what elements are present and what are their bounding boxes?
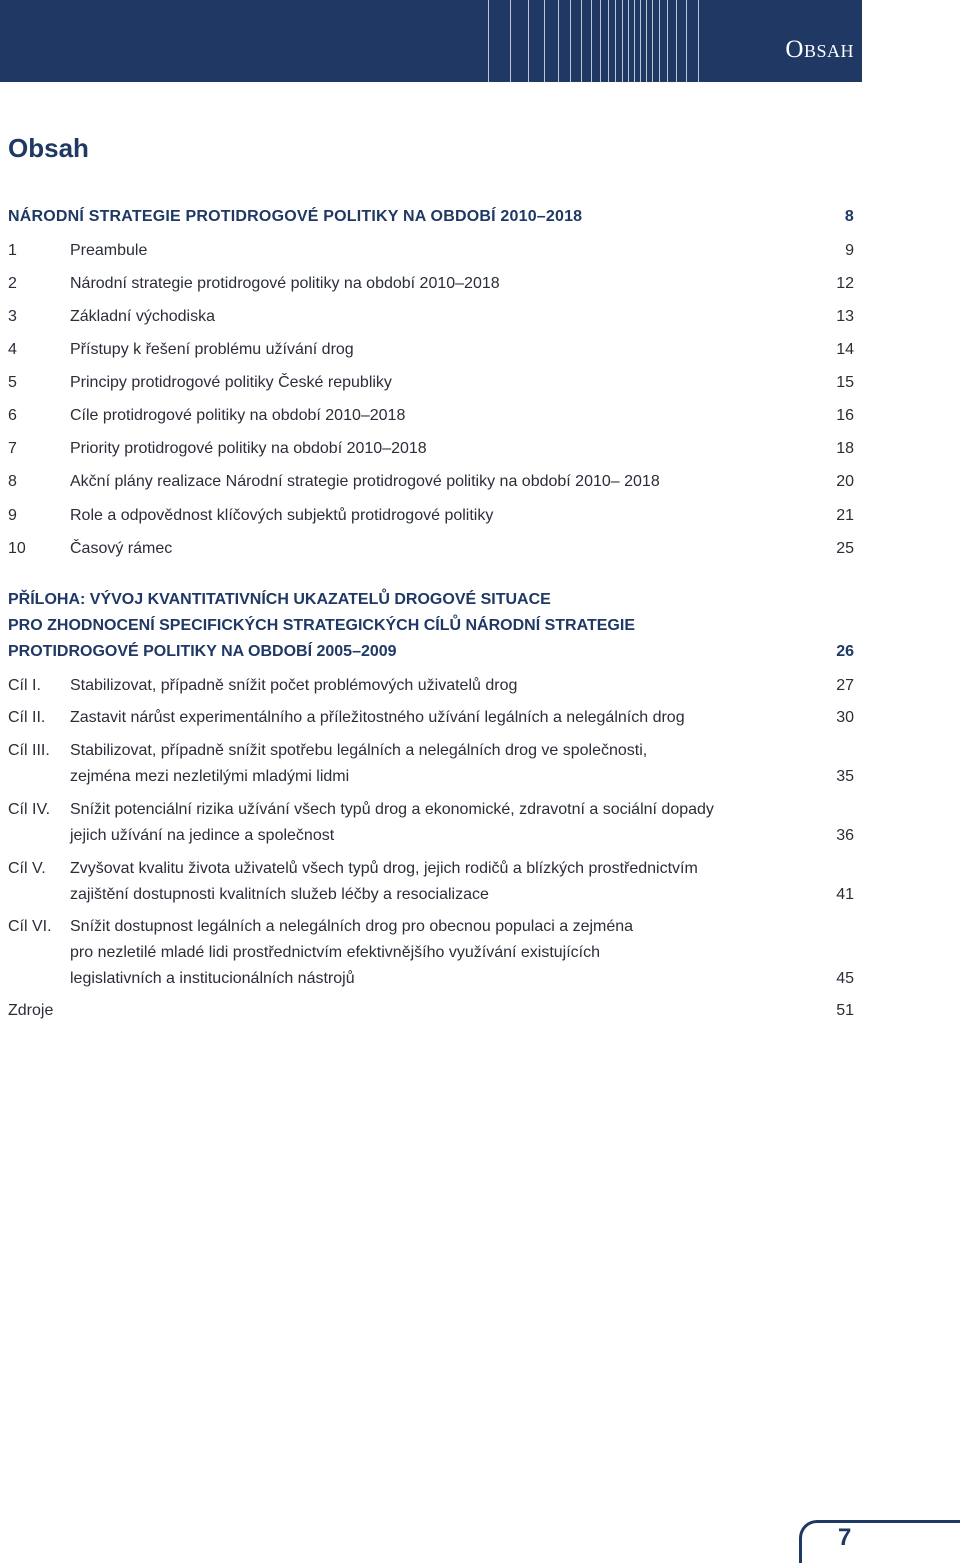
toc-annex-title-line: PŘÍLOHA: VÝVOJ KVANTITATIVNÍCH UKAZATELŮ DROGOVÉ SITUACE bbox=[8, 591, 551, 608]
toc-entry-number: 10 bbox=[8, 540, 26, 557]
toc-annex-heading[interactable] bbox=[8, 587, 854, 665]
toc-page-number: 14 bbox=[836, 341, 854, 358]
toc-page-number: 8 bbox=[844, 208, 854, 225]
header-corner bbox=[859, 0, 960, 82]
toc-page-number: 13 bbox=[836, 308, 854, 325]
header-stripes-decoration bbox=[488, 0, 703, 82]
toc-sources-title: Zdroje bbox=[8, 1002, 54, 1019]
toc-entry-title: Časový rámec bbox=[70, 540, 173, 557]
toc-entry-number: 8 bbox=[8, 473, 17, 490]
toc-page-number: 27 bbox=[836, 677, 854, 694]
toc-annex-title-line: PROTIDROGOVÉ POLITIKY NA OBDOBÍ 2005–2009 bbox=[8, 643, 397, 660]
toc-page-number: 25 bbox=[836, 540, 854, 557]
toc-entry-title: Snížit potenciální rizika užívání všech typů drog a ekonomické, zdravotní a sociální dopady bbox=[70, 801, 714, 818]
toc-page-number: 36 bbox=[836, 827, 854, 844]
toc-entry-number: 2 bbox=[8, 275, 17, 292]
toc-entry-number: 9 bbox=[8, 507, 17, 524]
toc-entry-title: Akční plány realizace Národní strategie protidrogové politiky na období 2010– 2018 bbox=[70, 473, 660, 490]
header-bar bbox=[0, 0, 960, 82]
toc-goal-entry[interactable] bbox=[8, 738, 854, 790]
toc-goal-entry[interactable] bbox=[8, 914, 854, 992]
toc-entry-number: 6 bbox=[8, 407, 17, 424]
toc-annex-title-line: PRO ZHODNOCENÍ SPECIFICKÝCH STRATEGICKÝCH CÍLŮ NÁRODNÍ STRATEGIE bbox=[8, 617, 635, 634]
toc-entry-number: 3 bbox=[8, 308, 17, 325]
toc-entry-title-cont: zejména mezi nezletilými mladými lidmi bbox=[70, 768, 350, 785]
toc-goal-label: Cíl I. bbox=[8, 677, 41, 694]
toc-goal-label: Cíl II. bbox=[8, 709, 46, 726]
toc-page-number: 35 bbox=[836, 768, 854, 785]
toc-page-number: 9 bbox=[845, 242, 854, 259]
toc-page-number: 20 bbox=[836, 473, 854, 490]
toc-entry-number: 5 bbox=[8, 374, 17, 391]
toc-entry-title-cont: pro nezletilé mladé lidi prostřednictvím efektivnějšího využívání existujících bbox=[70, 944, 601, 961]
toc-entry-title: Role a odpovědnost klíčových subjektů protidrogové politiky bbox=[70, 507, 494, 524]
toc-page-number: 45 bbox=[836, 970, 854, 987]
toc-entry-number: 7 bbox=[8, 440, 17, 457]
toc-page-number: 15 bbox=[836, 374, 854, 391]
toc-goal-label: Cíl III. bbox=[8, 742, 50, 759]
toc-goal-entry[interactable] bbox=[8, 797, 854, 849]
toc-entry-title: Základní východiska bbox=[70, 308, 215, 325]
toc-entry-title: Zastavit nárůst experimentálního a příležitostného užívání legálních a nelegálních drog bbox=[70, 709, 685, 726]
toc-page-number: 41 bbox=[836, 886, 854, 903]
toc-entry-number: 1 bbox=[8, 242, 17, 259]
toc-section-title: NÁRODNÍ STRATEGIE PROTIDROGOVÉ POLITIKY NA OBDOBÍ 2010–2018 bbox=[8, 208, 583, 225]
page-title: Obsah bbox=[8, 133, 89, 163]
toc-entry-title: Preambule bbox=[70, 242, 148, 259]
toc-entry-title: Cíle protidrogové politiky na období 2010–2018 bbox=[70, 407, 406, 424]
toc-page-number: 12 bbox=[836, 275, 854, 292]
toc-page-number: 21 bbox=[836, 507, 854, 524]
toc-entry-title: Stabilizovat, případně snížit spotřebu legálních a nelegálních drog ve společnosti, bbox=[70, 742, 648, 759]
toc-entry-title-cont: zajištění dostupnosti kvalitních služeb léčby a resocializace bbox=[70, 886, 489, 903]
toc-page-number: 51 bbox=[836, 1002, 854, 1019]
toc-goal-entry[interactable] bbox=[8, 856, 854, 908]
page-number: 7 bbox=[838, 1524, 852, 1551]
toc-entry-title: Stabilizovat, případně snížit počet problémových uživatelů drog bbox=[70, 677, 518, 694]
toc-entry-title: Principy protidrogové politiky České republiky bbox=[70, 374, 392, 391]
toc-page-number: 16 bbox=[836, 407, 854, 424]
toc-page-number: 18 bbox=[836, 440, 854, 457]
toc-page-number: 30 bbox=[836, 709, 854, 726]
toc-page-number: 26 bbox=[836, 643, 854, 660]
toc-goal-label: Cíl VI. bbox=[8, 918, 52, 935]
page-number-tab bbox=[799, 1520, 960, 1563]
toc-entry-title-cont: legislativních a institucionálních nástrojů bbox=[70, 970, 355, 987]
toc-entry-title: Snížit dostupnost legálních a nelegálních drog pro obecnou populaci a zejména bbox=[70, 918, 634, 935]
toc-entry-title: Zvyšovat kvalitu života uživatelů všech typů drog, jejich rodičů a blízkých prostřednictvím bbox=[70, 860, 698, 877]
toc-entry-title: Přístupy k řešení problému užívání drog bbox=[70, 341, 354, 358]
toc-goal-label: Cíl V. bbox=[8, 860, 46, 877]
toc-entry-title-cont: jejich užívání na jedince a společnost bbox=[70, 827, 335, 844]
toc-entry-title: Priority protidrogové politiky na období 2010–2018 bbox=[70, 440, 427, 457]
header-title: Obsah bbox=[785, 36, 854, 63]
toc-goal-label: Cíl IV. bbox=[8, 801, 51, 818]
toc-entry-title: Národní strategie protidrogové politiky na období 2010–2018 bbox=[70, 275, 500, 292]
toc-entry-number: 4 bbox=[8, 341, 17, 358]
